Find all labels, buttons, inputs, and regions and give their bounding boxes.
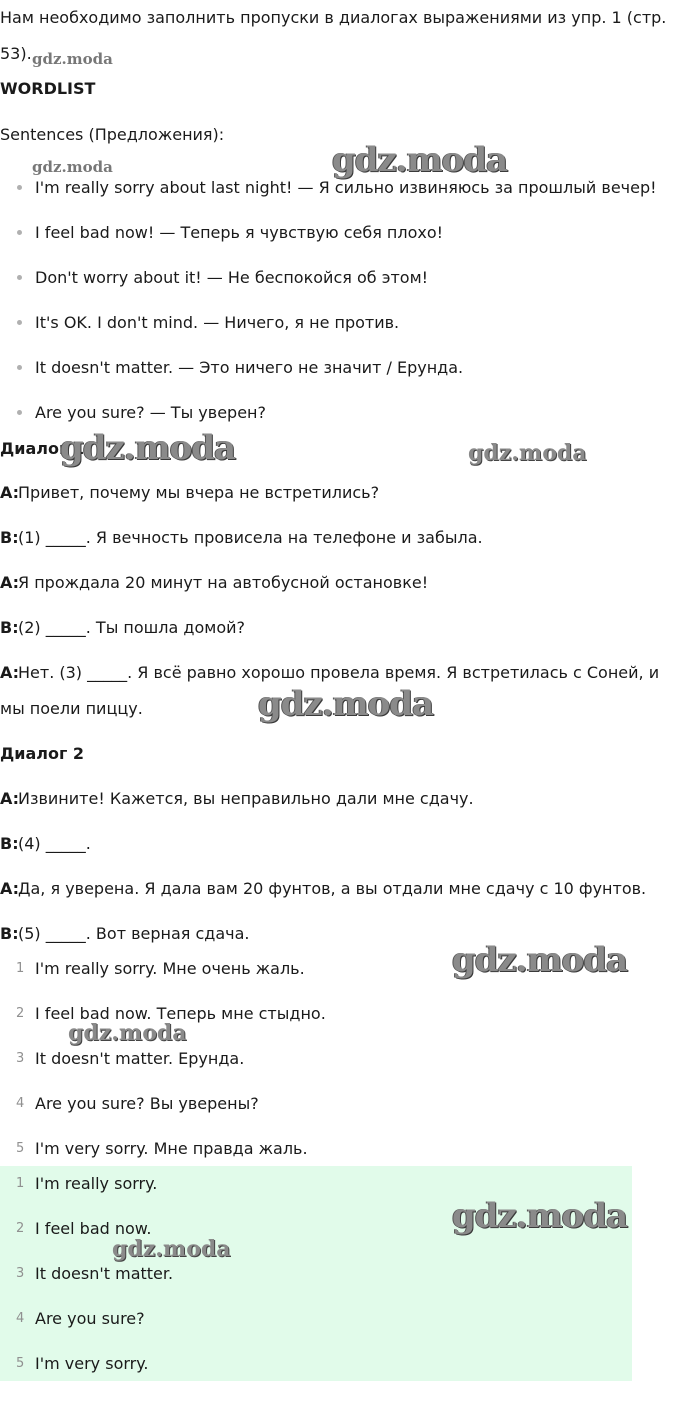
dialog-text: (2) _____. Ты пошла домой? xyxy=(18,618,246,637)
item-number: 5 xyxy=(16,1356,25,1371)
dialog-text: Привет, почему мы вчера не встретились? xyxy=(18,483,380,502)
item-text: I'm very sorry. Мне правда жаль. xyxy=(35,1139,308,1158)
dialog-text: Извините! Кажется, вы неправильно дали мне сдачу. xyxy=(18,789,474,808)
item-text: It doesn't matter. xyxy=(35,1264,174,1283)
watermark: gdz.moda xyxy=(32,158,113,176)
intro-line-2: 53). xyxy=(0,44,32,63)
item-number: 1 xyxy=(16,1176,25,1191)
bullet-icon xyxy=(17,320,22,325)
sentence-text: Don't worry about it! — Не беспокойся об этом! xyxy=(35,268,429,287)
speaker-label: B: xyxy=(0,528,19,547)
speaker-label: A: xyxy=(0,879,20,898)
item-number: 3 xyxy=(16,1051,25,1066)
bullet-icon xyxy=(17,410,22,415)
item-number: 4 xyxy=(16,1096,25,1111)
watermark: gdz.moda xyxy=(32,50,113,68)
bullet-icon xyxy=(17,365,22,370)
item-number: 5 xyxy=(16,1141,25,1156)
sentence-text: It doesn't matter. — Это ничего не значит / Ерунда. xyxy=(35,358,464,377)
dialog-2-heading: Диалог 2 xyxy=(0,744,85,763)
sentence-text: It's OK. I don't mind. — Ничего, я не против. xyxy=(35,313,400,332)
item-number: 1 xyxy=(16,961,25,976)
watermark: gdz.moda xyxy=(258,684,434,724)
bullet-icon xyxy=(17,185,22,190)
sentence-text: Are you sure? — Ты уверен? xyxy=(35,403,266,422)
dialog-text: (4) _____. xyxy=(18,834,91,853)
watermark: gdz.moda xyxy=(468,440,587,466)
item-text: It doesn't matter. Ерунда. xyxy=(35,1049,245,1068)
item-text: I'm very sorry. xyxy=(35,1354,149,1373)
item-text: I feel bad now. Теперь мне стыдно. xyxy=(35,1004,326,1023)
item-text: I'm really sorry. xyxy=(35,1174,158,1193)
watermark: gdz.moda xyxy=(452,1196,628,1236)
dialog-text-continued: мы поели пиццу. xyxy=(0,699,143,718)
item-number: 2 xyxy=(16,1006,25,1021)
item-text: I'm really sorry. Мне очень жаль. xyxy=(35,959,305,978)
item-text: Are you sure? xyxy=(35,1309,145,1328)
watermark: gdz.moda xyxy=(60,428,236,468)
speaker-label: A: xyxy=(0,483,20,502)
item-number: 4 xyxy=(16,1311,25,1326)
watermark: gdz.moda xyxy=(112,1236,231,1262)
item-number: 2 xyxy=(16,1221,25,1236)
item-number: 3 xyxy=(16,1266,25,1281)
watermark: gdz.moda xyxy=(452,940,628,980)
dialog-text: (5) _____. Вот верная сдача. xyxy=(18,924,250,943)
wordlist-heading: WORDLIST xyxy=(0,79,96,98)
speaker-label: B: xyxy=(0,834,19,853)
dialog-text: Да, я уверена. Я дала вам 20 фунтов, а вы отдали мне сдачу с 10 фунтов. xyxy=(18,879,647,898)
sentence-text: I'm really sorry about last night! — Я сильно извиняюсь за прошлый вечер! xyxy=(35,178,657,197)
watermark: gdz.moda xyxy=(332,140,508,180)
bullet-icon xyxy=(17,275,22,280)
dialog-text: Нет. (3) _____. Я всё равно хорошо провела время. Я встретилась с Соней, и xyxy=(18,663,660,682)
sentence-text: I feel bad now! — Теперь я чувствую себя плохо! xyxy=(35,223,444,242)
dialog-text: (1) _____. Я вечность провисела на телефоне и забыла. xyxy=(18,528,483,547)
item-text: I feel bad now. xyxy=(35,1219,152,1238)
item-text: Are you sure? Вы уверены? xyxy=(35,1094,259,1113)
speaker-label: A: xyxy=(0,789,20,808)
speaker-label: B: xyxy=(0,618,19,637)
bullet-icon xyxy=(17,230,22,235)
intro-line-1: Нам необходимо заполнить пропуски в диалогах выражениями из упр. 1 (стр. xyxy=(0,8,667,27)
speaker-label: B: xyxy=(0,924,19,943)
dialog-text: Я прождала 20 минут на автобусной остановке! xyxy=(18,573,429,592)
sentences-heading: Sentences (Предложения): xyxy=(0,125,225,144)
speaker-label: A: xyxy=(0,573,20,592)
dialog-1-heading: Диалог 1 xyxy=(0,439,85,458)
watermark: gdz.moda xyxy=(68,1020,187,1046)
speaker-label: A: xyxy=(0,663,20,682)
